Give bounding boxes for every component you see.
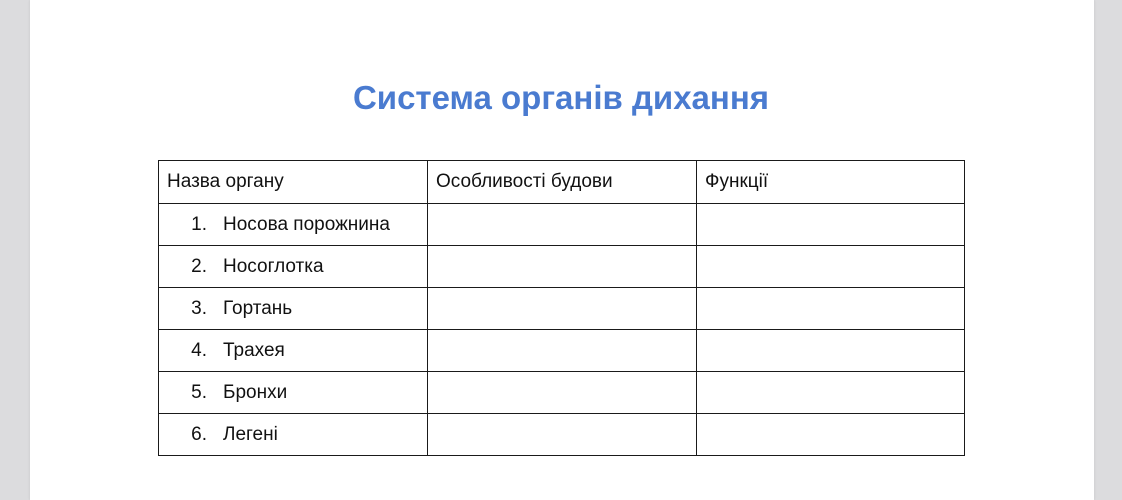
organ-name: Трахея [223,339,285,361]
table-row [159,372,965,414]
functions-cell[interactable] [697,372,965,414]
structure-cell[interactable] [428,330,697,372]
structure-cell[interactable] [428,246,697,288]
functions-cell[interactable] [697,414,965,456]
table-row [159,204,965,246]
row-number: 2. [191,255,207,277]
functions-cell[interactable] [697,204,965,246]
row-number: 6. [191,423,207,445]
table-row [159,330,965,372]
structure-cell[interactable] [428,372,697,414]
row-number: 5. [191,381,207,403]
organ-cell[interactable] [159,246,428,288]
organ-name: Легені [223,423,278,445]
header-organ-name: Назва органу [159,161,428,204]
document-title: Система органів дихання [352,79,770,116]
header-functions: Функції [697,161,965,204]
row-number: 4. [191,339,207,361]
row-number: 1. [191,213,207,235]
structure-cell[interactable] [428,288,697,330]
header-structure: Особливості будови [428,161,697,204]
table-row [159,246,965,288]
organ-name: Бронхи [223,381,288,403]
structure-cell[interactable] [428,204,697,246]
organ-cell[interactable] [159,372,428,414]
organ-name: Носова порожнина [223,213,390,235]
organ-cell[interactable] [159,414,428,456]
row-number: 3. [191,297,207,319]
functions-cell[interactable] [697,288,965,330]
structure-cell[interactable] [428,414,697,456]
functions-cell[interactable] [697,330,965,372]
organs-table [158,160,965,456]
table-row [159,414,965,456]
organ-cell[interactable] [159,288,428,330]
organ-cell[interactable] [159,204,428,246]
organ-cell[interactable] [159,330,428,372]
organ-name: Гортань [223,297,293,319]
organ-name: Носоглотка [223,255,324,277]
table-row [159,288,965,330]
table-header-row [159,161,965,204]
functions-cell[interactable] [697,246,965,288]
